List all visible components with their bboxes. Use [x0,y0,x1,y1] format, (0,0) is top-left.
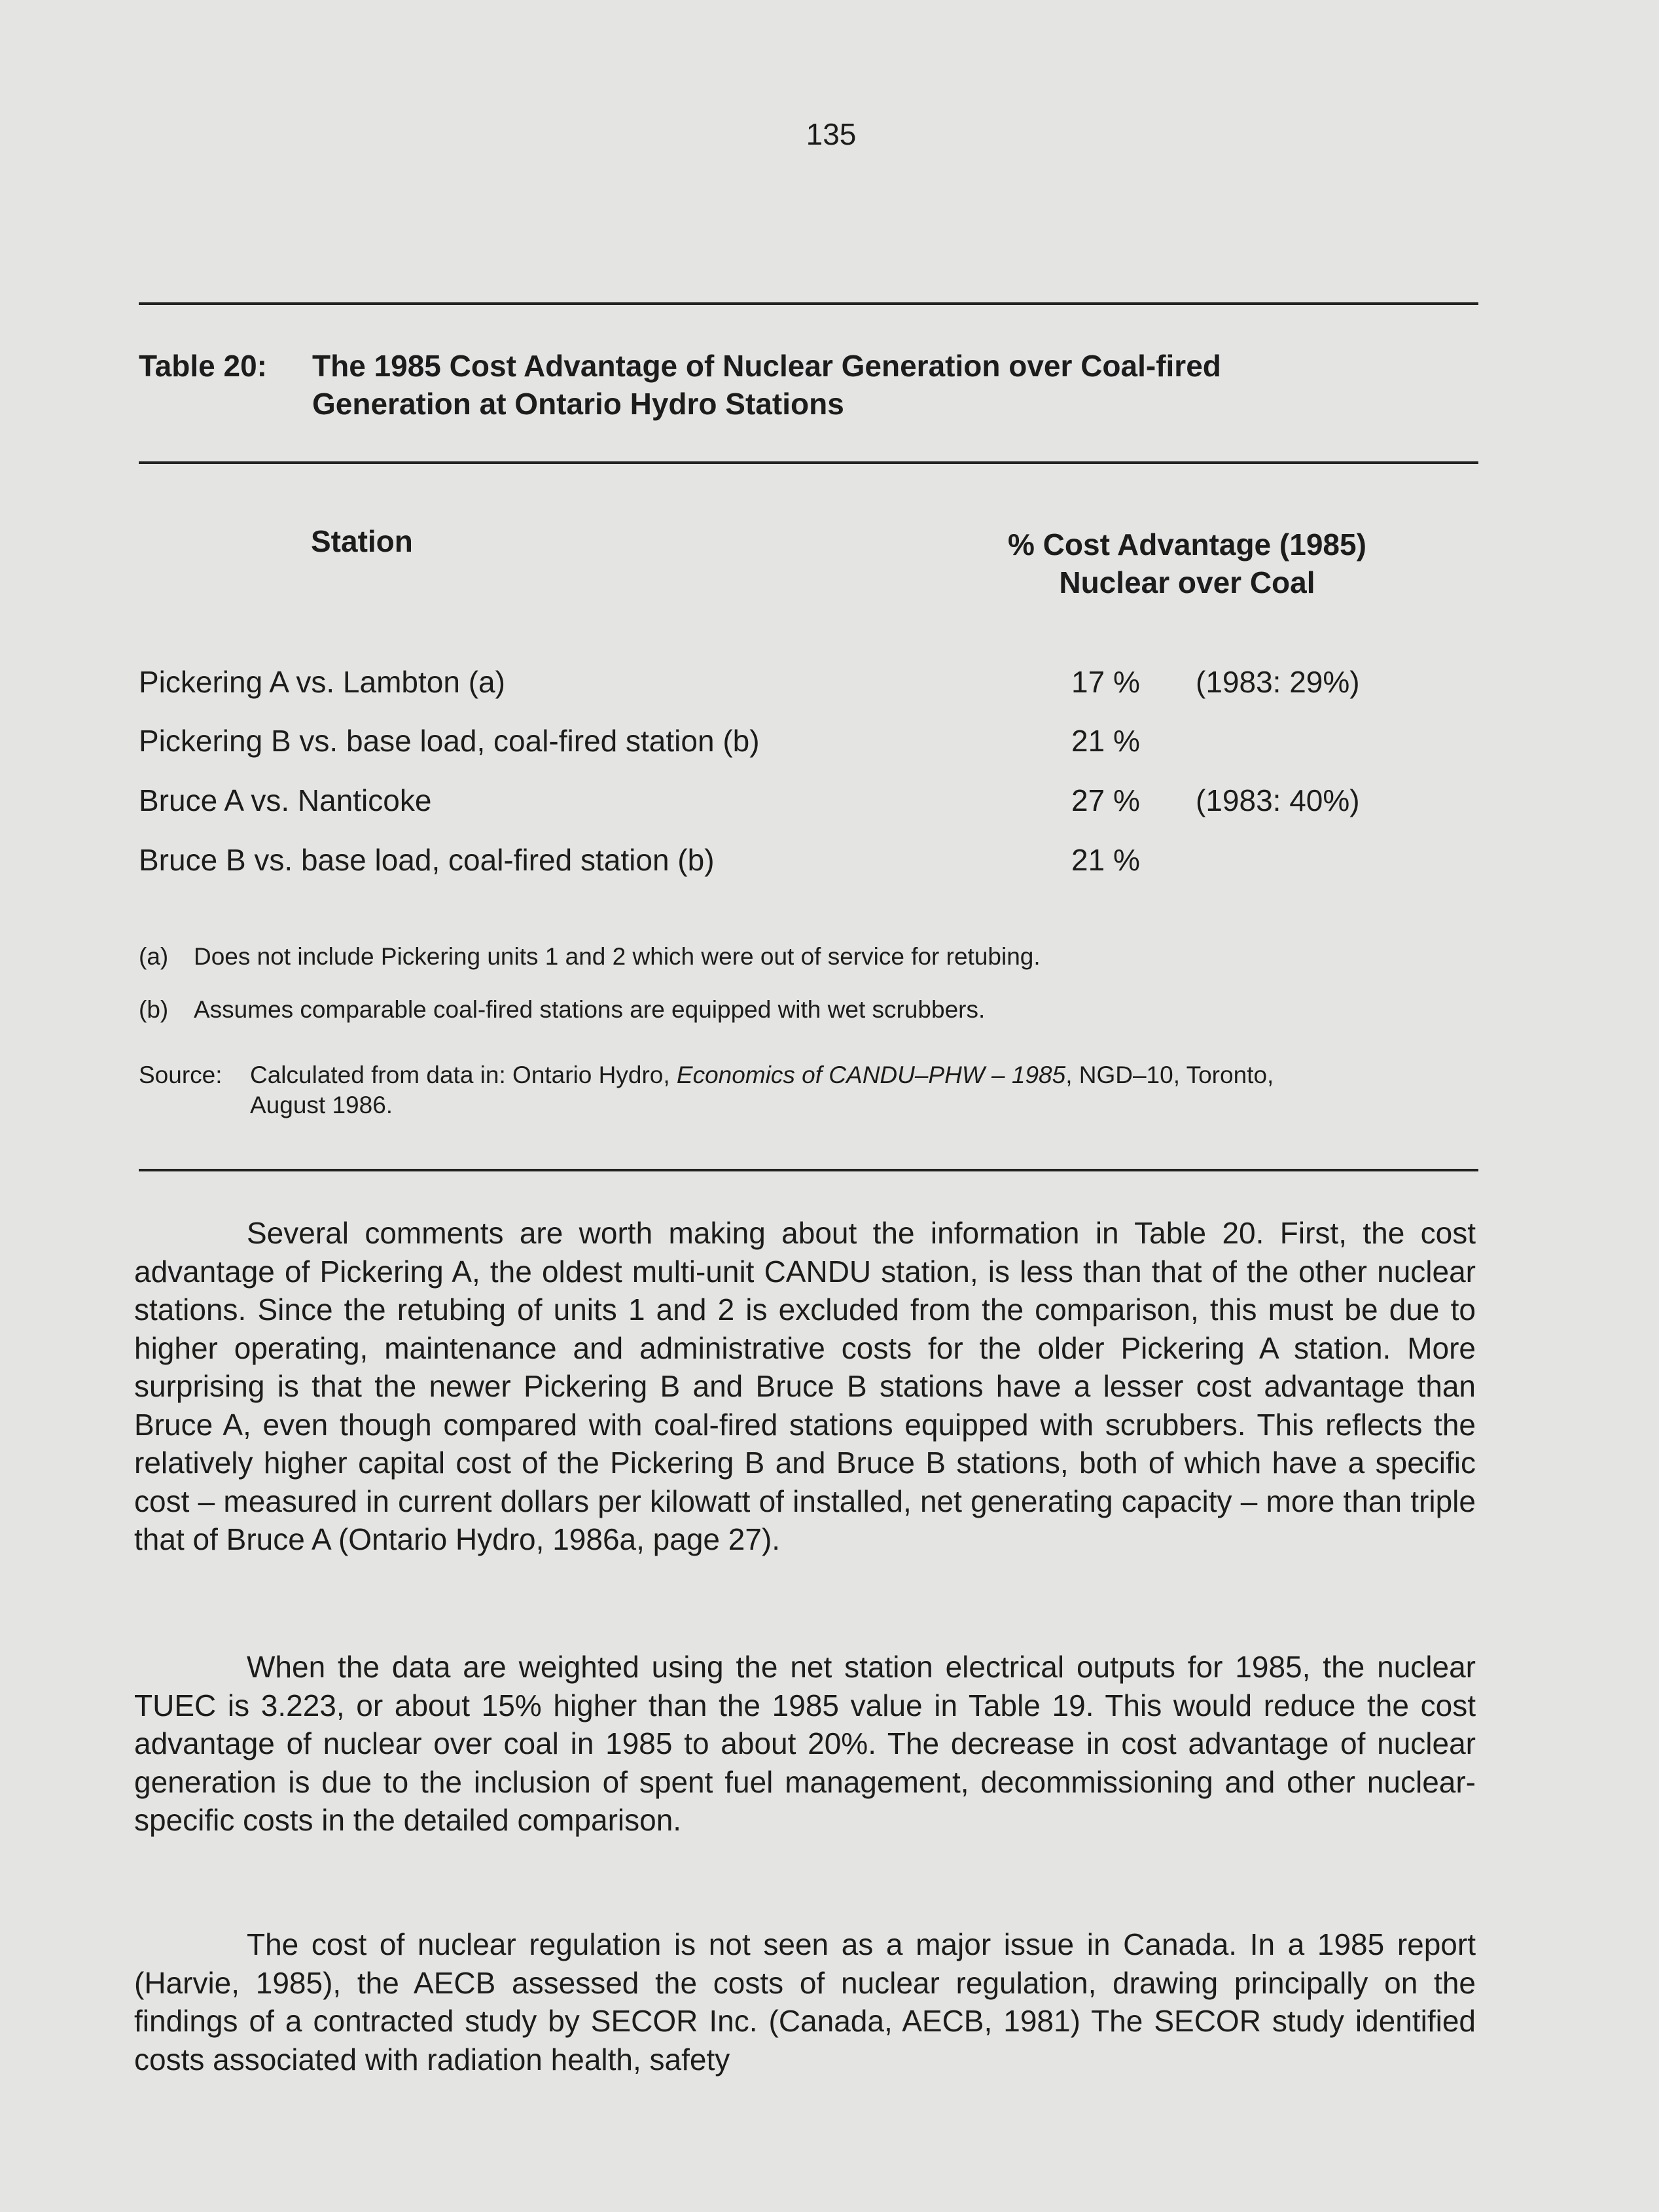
column-header-adv-line-2: Nuclear over Coal [1059,565,1315,599]
body-paragraph: The cost of nuclear regulation is not seen as a major issue in Canada. In a 1985 report (Harvie, 1985), the AECB assessed the costs of nuclear regulation, drawing principally on the findings of a contracted study by SECOR Inc. (Canada, AECB, 1981) The SECOR study identified costs associated with radiation health, safety [134,1927,1476,2077]
table-label: Table 20: [139,349,267,383]
row-1983-note: (1983: 40%) [1196,783,1360,817]
body-paragraph: When the data are weighted using the net station electrical outputs for 1985, the nuclear TUEC is 3.223, or about 15% higher than the 1985 value in Table 19. This would reduce the cost advantage of nuclear over coal in 1985 to about 20%. The decrease in cost advantage of nuclear generation is due to the inclusion of spent fuel management, decommissioning and other nuclear-specific costs in the detailed comparison. [134,1650,1476,1837]
page-number: 135 [806,117,857,151]
footnote-mark: (b) [139,996,169,1023]
footnote-mark: (a) [139,943,169,970]
table-title-text [312,347,1425,423]
table-row [139,663,1478,701]
row-station: Pickering A vs. Lambton (a) [139,665,505,699]
row-station: Pickering B vs. base load, coal-fired station (b) [139,724,760,758]
source-post: , NGD–10, Toronto, [1065,1061,1274,1088]
row-percent: 21 % [1071,843,1140,877]
column-header-station [311,522,413,560]
source-label: Source: [139,1061,223,1088]
row-station: Bruce B vs. base load, coal-fired station (b) [139,843,715,877]
column-header-adv-line-1: % Cost Advantage (1985) [1008,527,1366,562]
row-station: Bruce A vs. Nanticoke [139,783,432,817]
body-paragraph: Several comments are worth making about the information in Table 20. First, the cost advantage of Pickering A, the oldest multi-unit CANDU station, is less than that of the other nuclear stations. Since the retubing of units 1 and 2 is excluded from the comparison, this must be due to higher operating, maintenance and administrative costs for the older Pickering A station. More surprising is that the newer Pickering B and Bruce B stations have a lesser cost advantage than Bruce A, even though compared with coal-fired stations equipped with scrubbers. This reflects the relatively higher capital cost of the Pickering B and Bruce B stations, both of which have a specific cost – measured in current dollars per kilowatt of installed, net generating capacity – more than triple that of Bruce A (Ontario Hydro, 1986a, page 27). [134,1216,1476,1556]
table-title-line-2: Generation at Ontario Hydro Stations [312,387,844,421]
table-top-rule [139,302,1478,305]
footnote-text: Does not include Pickering units 1 and 2 which were out of service for retubing. [194,943,1041,970]
row-percent: 27 % [1071,783,1140,817]
source-line-2: August 1986. [250,1092,393,1118]
table-row [139,722,1478,760]
column-header-cost-advantage [1008,526,1366,601]
row-percent: 17 % [1071,665,1140,699]
table-bottom-rule [139,1169,1478,1171]
row-percent: 21 % [1071,724,1140,758]
footnote-text: Assumes comparable coal-fired stations are equipped with wet scrubbers. [194,996,986,1023]
source-title: Economics of CANDU–PHW – 1985 [676,1061,1066,1088]
table-row [139,781,1478,819]
source-text [250,1060,1477,1120]
table-row [139,841,1478,879]
row-1983-note: (1983: 29%) [1196,665,1360,699]
column-header-station-label: Station [311,524,413,558]
source-line-1 [250,1060,1477,1090]
table-title-line-1: The 1985 Cost Advantage of Nuclear Generation over Coal-fired [312,349,1221,383]
source-pre: Calculated from data in: Ontario Hydro, [250,1061,677,1088]
table-header-rule [139,461,1478,464]
